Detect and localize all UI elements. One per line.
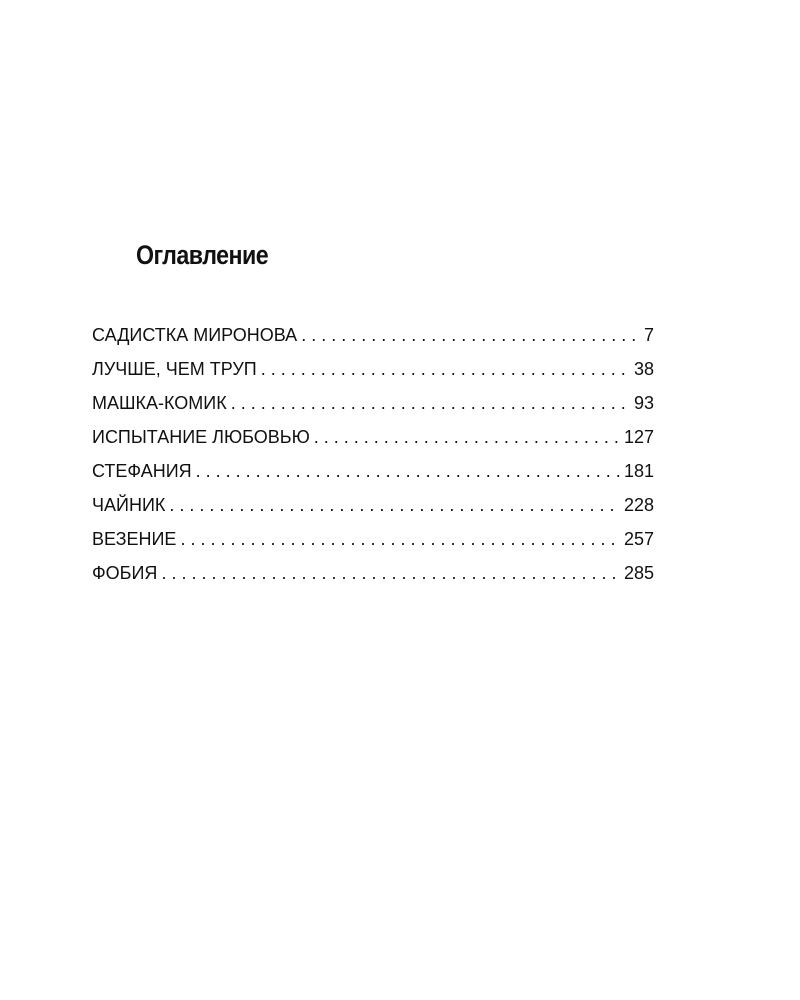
toc-entry-page: 257 xyxy=(623,529,654,549)
dot-leader xyxy=(169,488,620,522)
dot-leader xyxy=(231,386,630,420)
toc-entry-title: САДИСТКА МИРОНОВА xyxy=(92,325,298,345)
dot-leader xyxy=(196,454,620,488)
toc-entry-title: ЧАЙНИК xyxy=(92,495,166,515)
toc-entry xyxy=(92,522,654,556)
toc-entry-page: 38 xyxy=(633,359,654,379)
toc-entry xyxy=(92,420,654,454)
dot-leader xyxy=(180,522,620,556)
toc-entry-title: ВЕЗЕНИЕ xyxy=(92,529,177,549)
toc-entry xyxy=(92,488,654,522)
toc-entry xyxy=(92,352,654,386)
dot-leader xyxy=(161,556,620,590)
toc-entry-page: 228 xyxy=(623,495,654,515)
toc-entry-page: 127 xyxy=(623,427,654,447)
toc-entry-page: 93 xyxy=(633,393,654,413)
toc-entry-page: 7 xyxy=(643,325,654,345)
toc-entry xyxy=(92,318,654,352)
toc-entry-title: ИСПЫТАНИЕ ЛЮБОВЬЮ xyxy=(92,427,310,447)
toc-entry-title: ФОБИЯ xyxy=(92,563,158,583)
toc-heading: Оглавление xyxy=(136,240,269,270)
dot-leader xyxy=(314,420,620,454)
toc-entry-page: 285 xyxy=(623,563,654,583)
toc-entry xyxy=(92,386,654,420)
dot-leader xyxy=(301,318,640,352)
dot-leader xyxy=(261,352,630,386)
toc-entry-title: МАШКА-КОМИК xyxy=(92,393,227,413)
toc-entry-title: СТЕФАНИЯ xyxy=(92,461,192,481)
toc-entry-page: 181 xyxy=(623,461,654,481)
toc-entry xyxy=(92,454,654,488)
table-of-contents xyxy=(92,318,654,590)
toc-entry xyxy=(92,556,654,590)
toc-entry-title: ЛУЧШЕ, ЧЕМ ТРУП xyxy=(92,359,257,379)
